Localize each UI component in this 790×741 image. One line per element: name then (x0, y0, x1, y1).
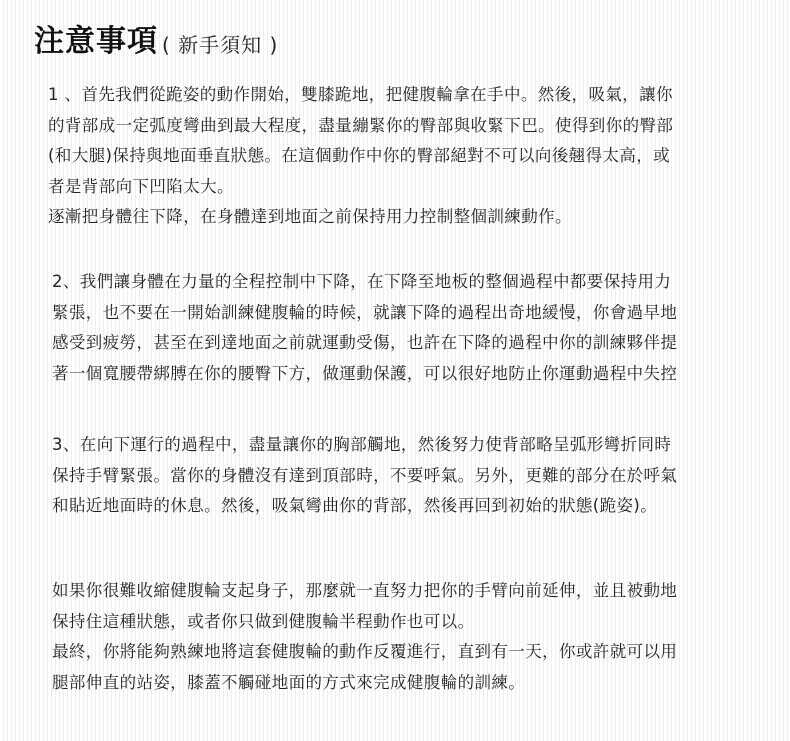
instruction-section-4 (52, 576, 677, 698)
page-subtitle: ( 新手須知 ) (162, 33, 279, 57)
instruction-section-1 (48, 80, 673, 233)
text-line: 緊張，也不要在一開始訓練健腹輪的時候，就讓下降的過程出奇地緩慢，你會過早地 (52, 302, 678, 322)
instruction-section-3 (52, 430, 677, 522)
text-line: 最終，你將能夠熟練地將這套健腹輪的動作反覆進行，直到有一天，你或許就可以用 (52, 642, 678, 661)
text-line: 1 、首先我們從跪姿的動作開始，雙膝跪地，把健腹輪拿在手中。然後，吸氣，讓你 (48, 85, 673, 104)
text-line: 3、在向下運行的過程中，盡量讓你的胸部觸地，然後努力使背部略呈弧形彎折同時 (52, 435, 672, 454)
text-line: 著一個寬腰帶綁膊在你的腰臀下方，做運動保護，可以很好地防止你運動過程中失控 (52, 363, 678, 383)
text-line: (和大腿)保持與地面垂直狀態。在這個動作中你的臀部絕對不可以向後翹得太高，或 (48, 146, 671, 165)
page-title: 注意事項 (34, 24, 158, 59)
text-line: 保持住這種狀態，或者你只做到健腹輪半程動作也可以。 (52, 611, 475, 631)
text-line: 如果你很難收縮健腹輪支起身子，那麼就一直努力把你的手臂向前延伸，並且被動地 (52, 581, 678, 600)
text-line: 感受到疲勞，甚至在到達地面之前就運動受傷，也許在下降的過程中你的訓練夥伴提 (52, 333, 678, 352)
text-line: 2、我們讓身體在力量的全程控制中下降，在下降至地板的整個過程中都要保持用力 (52, 272, 672, 291)
title-row (34, 22, 278, 62)
text-line: 保持手臂緊張。當你的身體沒有達到頂部時，不要呼氣。另外，更難的部分在於呼氣 (52, 465, 678, 485)
text-line: 逐漸把身體往下降，在身體達到地面之前保持用力控制整個訓練動作。 (48, 207, 572, 226)
text-line: 的背部成一定弧度彎曲到最大程度，盡量繃緊你的臀部與收緊下巴。使得到你的臀部 (48, 115, 674, 135)
instruction-section-2 (52, 267, 677, 389)
text-line: 腿部伸直的站姿，膝蓋不觸碰地面的方式來完成健腹輪的訓練。 (52, 672, 526, 692)
text-line: 者是背部向下凹陷太大。 (48, 176, 234, 196)
text-line: 和貼近地面時的休息。然後，吸氣彎曲你的背部，然後再回到初始的狀態(跪姿)。 (52, 496, 658, 515)
